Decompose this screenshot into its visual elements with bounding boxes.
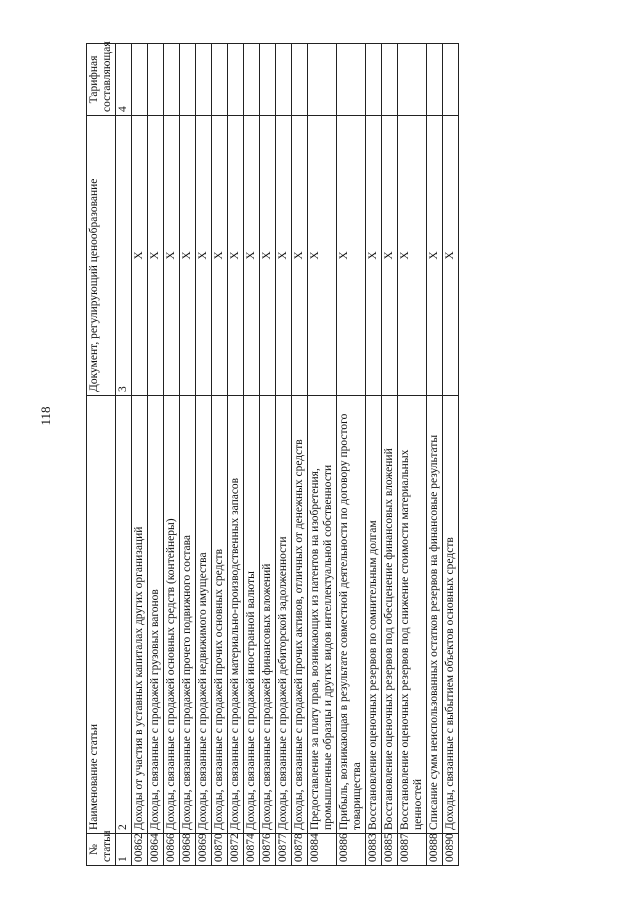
row-name-cell: Предоставление за плату прав, возникающих из патентов на изобретения, промышленные образцы и других видов интеллектуальной собственности bbox=[308, 396, 337, 834]
row-document-cell: X bbox=[196, 116, 212, 396]
page-number: 118 bbox=[38, 406, 53, 426]
table-row bbox=[276, 44, 292, 866]
rotated-table-container bbox=[86, 41, 591, 866]
row-tariff-cell bbox=[260, 44, 276, 116]
row-name-cell: Восстановление оценочных резервов под обесценение финансовых вложений bbox=[382, 396, 398, 834]
table-header-row bbox=[87, 44, 116, 866]
row-name-cell: Доходы от участия в уставных капиталах других организаций bbox=[132, 396, 148, 834]
tariff-items-table bbox=[86, 43, 459, 866]
table-row bbox=[212, 44, 228, 866]
row-document-cell: X bbox=[366, 116, 382, 396]
row-code-cell: 00874 bbox=[244, 834, 260, 866]
column-number-row bbox=[116, 44, 132, 866]
row-tariff-cell bbox=[228, 44, 244, 116]
row-code-cell: 00876 bbox=[260, 834, 276, 866]
table-row bbox=[382, 44, 398, 866]
table-row bbox=[196, 44, 212, 866]
row-name-cell: Доходы, связанные с выбытием объектов основных средств bbox=[443, 396, 459, 834]
row-document-cell: X bbox=[308, 116, 337, 396]
row-document-cell: X bbox=[228, 116, 244, 396]
row-name-cell: Доходы, связанные с продажей прочих основных средств bbox=[212, 396, 228, 834]
row-document-cell: X bbox=[292, 116, 308, 396]
row-name-cell: Доходы, связанные с продажей финансовых вложений bbox=[260, 396, 276, 834]
table-row bbox=[443, 44, 459, 866]
row-tariff-cell bbox=[337, 44, 366, 116]
row-name-cell: Доходы, связанные с продажей недвижимого имущества bbox=[196, 396, 212, 834]
header-code: № статьи bbox=[87, 834, 116, 866]
row-tariff-cell bbox=[132, 44, 148, 116]
column-number: 1 bbox=[116, 834, 132, 866]
row-tariff-cell bbox=[148, 44, 164, 116]
row-code-cell: 00888 bbox=[427, 834, 443, 866]
row-tariff-cell bbox=[212, 44, 228, 116]
row-tariff-cell bbox=[443, 44, 459, 116]
row-code-cell: 00877 bbox=[276, 834, 292, 866]
table-row bbox=[228, 44, 244, 866]
row-code-cell: 00864 bbox=[148, 834, 164, 866]
row-document-cell: X bbox=[164, 116, 180, 396]
table-row bbox=[260, 44, 276, 866]
row-code-cell: 00862 bbox=[132, 834, 148, 866]
table-row bbox=[148, 44, 164, 866]
row-document-cell: X bbox=[398, 116, 427, 396]
row-document-cell: X bbox=[443, 116, 459, 396]
table-row bbox=[164, 44, 180, 866]
row-code-cell: 00884 bbox=[308, 834, 337, 866]
row-tariff-cell bbox=[244, 44, 260, 116]
row-code-cell: 00890 bbox=[443, 834, 459, 866]
table-row bbox=[244, 44, 260, 866]
row-tariff-cell bbox=[196, 44, 212, 116]
row-document-cell: X bbox=[244, 116, 260, 396]
row-name-cell: Доходы, связанные с продажей материально-производственных запасов bbox=[228, 396, 244, 834]
row-tariff-cell bbox=[276, 44, 292, 116]
header-name: Наименование статьи bbox=[87, 396, 116, 834]
row-tariff-cell bbox=[292, 44, 308, 116]
table-row bbox=[180, 44, 196, 866]
header-document: Документ, регулирующий ценообразование bbox=[87, 116, 116, 396]
row-name-cell: Доходы, связанные с продажей прочих активов, отличных от денежных средств bbox=[292, 396, 308, 834]
header-tariff: Тарифная составляющая bbox=[87, 44, 116, 116]
row-code-cell: 00886 bbox=[337, 834, 366, 866]
row-code-cell: 00869 bbox=[196, 834, 212, 866]
table-row bbox=[337, 44, 366, 866]
row-tariff-cell bbox=[382, 44, 398, 116]
row-tariff-cell bbox=[180, 44, 196, 116]
row-document-cell: X bbox=[260, 116, 276, 396]
table-row bbox=[308, 44, 337, 866]
row-document-cell: X bbox=[337, 116, 366, 396]
row-code-cell: 00870 bbox=[212, 834, 228, 866]
row-name-cell: Доходы, связанные с продажей грузовых вагонов bbox=[148, 396, 164, 834]
row-document-cell: X bbox=[427, 116, 443, 396]
row-tariff-cell bbox=[398, 44, 427, 116]
row-code-cell: 00887 bbox=[398, 834, 427, 866]
row-tariff-cell bbox=[164, 44, 180, 116]
row-code-cell: 00885 bbox=[382, 834, 398, 866]
row-code-cell: 00868 bbox=[180, 834, 196, 866]
row-tariff-cell bbox=[366, 44, 382, 116]
row-name-cell: Доходы, связанные с продажей дебиторской задолженности bbox=[276, 396, 292, 834]
table-row bbox=[427, 44, 443, 866]
row-document-cell: X bbox=[212, 116, 228, 396]
table-row bbox=[366, 44, 382, 866]
table-body bbox=[132, 44, 459, 866]
row-document-cell: X bbox=[148, 116, 164, 396]
row-tariff-cell bbox=[308, 44, 337, 116]
row-document-cell: X bbox=[276, 116, 292, 396]
row-code-cell: 00878 bbox=[292, 834, 308, 866]
row-tariff-cell bbox=[427, 44, 443, 116]
row-document-cell: X bbox=[382, 116, 398, 396]
row-code-cell: 00883 bbox=[366, 834, 382, 866]
row-document-cell: X bbox=[180, 116, 196, 396]
row-code-cell: 00872 bbox=[228, 834, 244, 866]
row-name-cell: Доходы, связанные с продажей основных средств (контейнеры) bbox=[164, 396, 180, 834]
row-name-cell: Доходы, связанные с продажей иностранной валюты bbox=[244, 396, 260, 834]
row-name-cell: Восстановление оценочных резервов под снижение стоимости материальных ценностей bbox=[398, 396, 427, 834]
column-number: 2 bbox=[116, 396, 132, 834]
row-name-cell: Доходы, связанные с продажей прочего подвижного состава bbox=[180, 396, 196, 834]
row-name-cell: Списание сумм неиспользованных остатков резервов на финансовые результаты bbox=[427, 396, 443, 834]
row-name-cell: Прибыль, возникающая в результате совместной деятельности по договору простого товарищества bbox=[337, 396, 366, 834]
row-code-cell: 00866 bbox=[164, 834, 180, 866]
column-number: 4 bbox=[116, 44, 132, 116]
row-name-cell: Восстановление оценочных резервов по сомнительным долгам bbox=[366, 396, 382, 834]
column-number: 3 bbox=[116, 116, 132, 396]
row-document-cell: X bbox=[132, 116, 148, 396]
table-row bbox=[132, 44, 148, 866]
table-row bbox=[292, 44, 308, 866]
table-row bbox=[398, 44, 427, 866]
